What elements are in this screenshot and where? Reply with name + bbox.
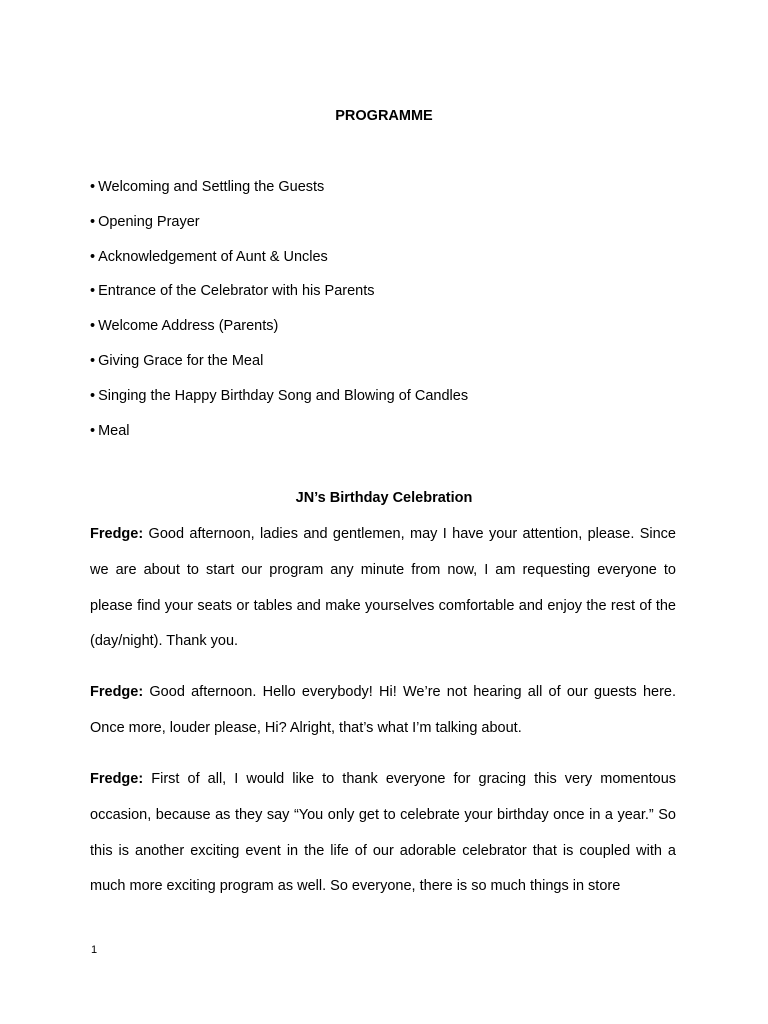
list-item: [90, 421, 468, 456]
programme-item-text: Meal: [98, 422, 130, 439]
programme-list: [90, 177, 468, 455]
programme-item-text: Opening Prayer: [98, 213, 200, 230]
list-item: [90, 351, 468, 386]
paragraph-text: Good afternoon, ladies and gentlemen, may I have your attention, please. Since we are about to start our program any minute from now, I am requesting everyone to please find your seats or tables and make yourselves comfortable and enjoy the rest of the (day/night). Thank you.: [90, 526, 676, 650]
bullet-icon: •: [90, 213, 96, 230]
bullet-icon: •: [90, 352, 96, 369]
script-paragraph: [90, 762, 676, 905]
list-item: [90, 281, 468, 316]
bullet-icon: •: [90, 422, 96, 439]
programme-item-text: Welcoming and Settling the Guests: [98, 179, 325, 195]
paragraph-text: First of all, I would like to thank everyone for gracing this very momentous occasion, because as they say “You only get to celebrate your birthday once in a year.” So this is another exciting event in the life of our adorable celebrator that is coupled with a much more exciting program as well. So everyone, there is so much things in store: [90, 771, 677, 895]
list-item: [90, 177, 468, 212]
page-number: 1: [91, 944, 98, 956]
script-paragraph: [90, 517, 676, 660]
bullet-icon: •: [90, 179, 96, 195]
programme-title: PROGRAMME: [335, 108, 433, 124]
bullet-icon: •: [90, 283, 96, 300]
programme-item-text: Welcome Address (Parents): [98, 318, 279, 335]
script-paragraph: [90, 675, 676, 747]
programme-item-text: Entrance of the Celebrator with his Parents: [98, 283, 375, 300]
speaker-label: Fredge:: [90, 771, 144, 787]
celebration-title: JN’s Birthday Celebration: [295, 490, 473, 506]
programme-item-text: Giving Grace for the Meal: [98, 352, 264, 369]
paragraph-text: Good afternoon. Hello everybody! Hi! We’re not hearing all of our guests here. Once more, louder please, Hi? Alright, that’s what I’m talking about.: [90, 684, 677, 736]
list-item: [90, 212, 468, 247]
bullet-icon: •: [90, 318, 96, 335]
bullet-icon: •: [90, 248, 96, 265]
list-item: [90, 316, 468, 351]
programme-item-text: Singing the Happy Birthday Song and Blowing of Candles: [98, 387, 469, 404]
programme-item-text: Acknowledgement of Aunt & Uncles: [98, 248, 328, 265]
speaker-label: Fredge:: [90, 684, 144, 700]
list-item: [90, 247, 468, 282]
list-item: [90, 386, 468, 421]
speaker-label: Fredge:: [90, 526, 144, 542]
bullet-icon: •: [90, 387, 96, 404]
